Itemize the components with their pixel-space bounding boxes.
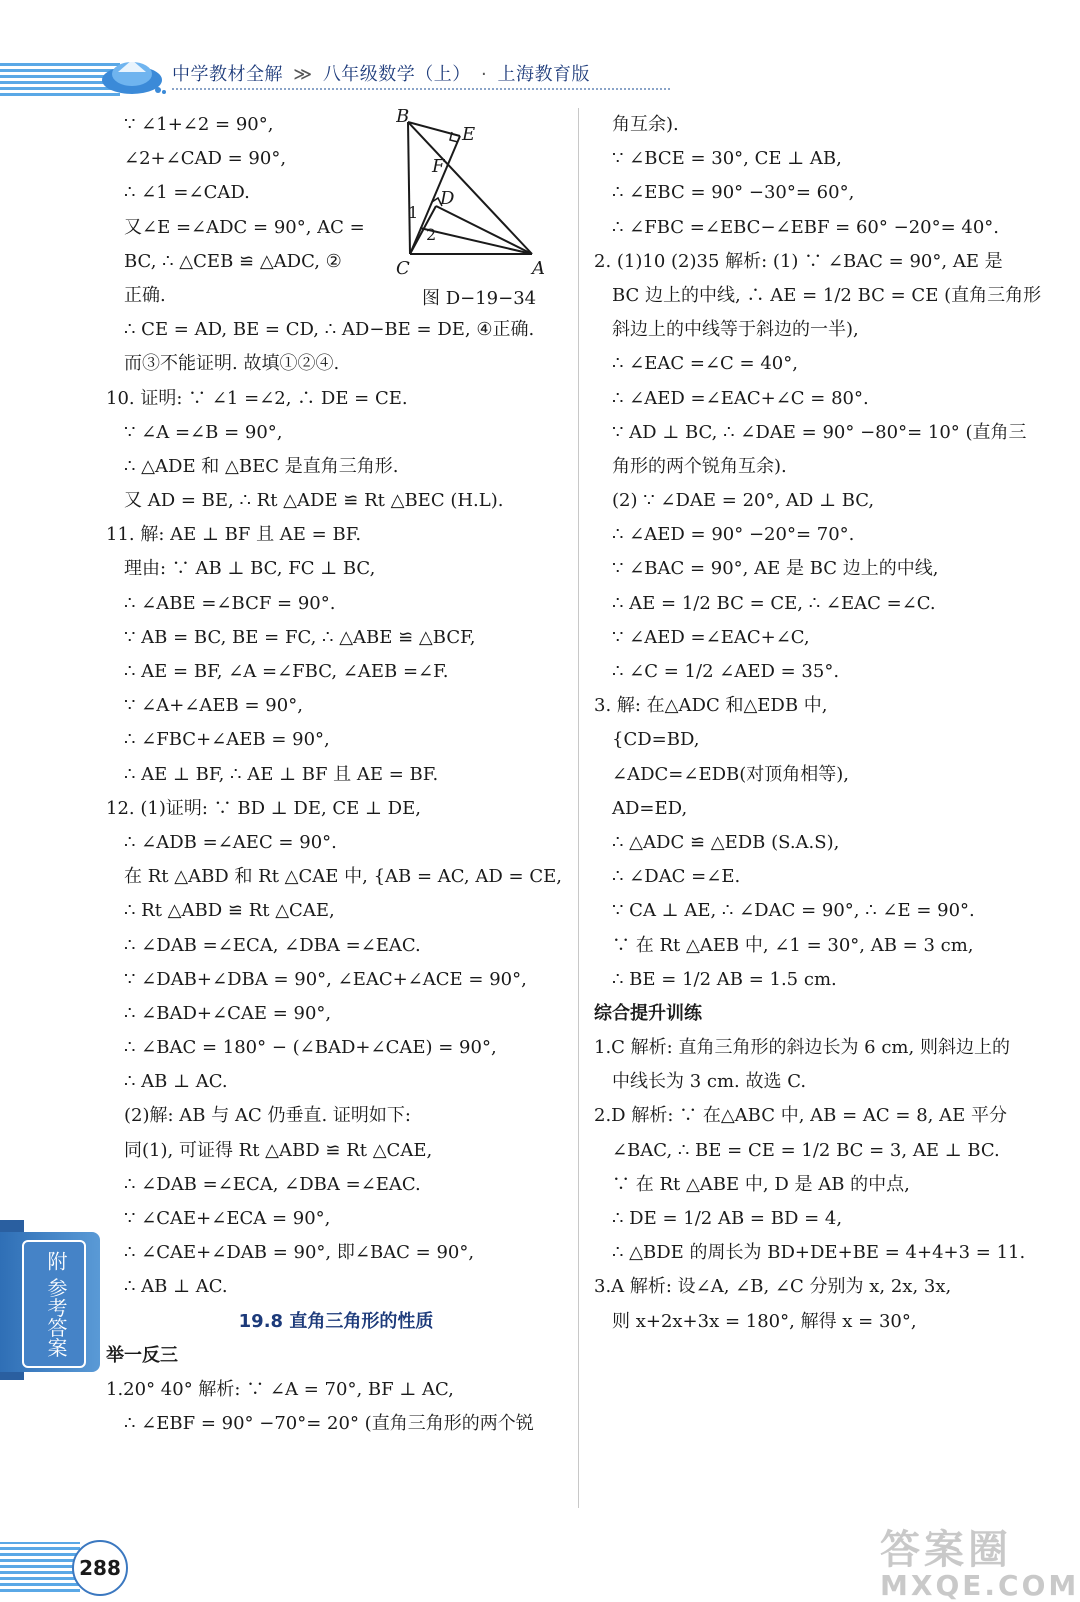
text-line: ∵ ∠A =∠B = 90°, xyxy=(124,421,283,443)
column-divider xyxy=(578,108,579,1508)
text-line: ∵ ∠DAB+∠DBA = 90°, ∠EAC+∠ACE = 90°, xyxy=(124,968,527,990)
text-line: 1.C 解析: 直角三角形的斜边长为 6 cm, 则斜边上的 xyxy=(594,1037,1010,1059)
text-line: 3.A 解析: 设∠A, ∠B, ∠C 分别为 x, 2x, 3x, xyxy=(594,1276,952,1298)
text-line: BC, ∴ △CEB ≌ △ADC, ② xyxy=(124,250,342,272)
text-line: ∴ ∠EBF = 90° −70°= 20° (直角三角形的两个锐 xyxy=(124,1413,534,1435)
right-column xyxy=(594,108,1054,1339)
watermark xyxy=(880,1518,1080,1602)
text-line: 则 x+2x+3x = 180°, 解得 x = 30°, xyxy=(612,1310,917,1332)
text-line: AD=ED, xyxy=(612,797,688,819)
text-line: ∵ ∠A+∠AEB = 90°, xyxy=(124,695,303,717)
book-title: 中学教材全解 xyxy=(172,64,283,85)
answer-2: 2. (1)10 (2)35 解析: (1) ∵ ∠BAC = 90°, AE 是 xyxy=(594,250,1003,272)
text-line: ∵ ∠CAE+∠ECA = 90°, xyxy=(124,1208,331,1229)
text-line: ∴ DE = 1/2 AB = BD = 4, xyxy=(612,1208,843,1229)
text-line: 又∠E =∠ADC = 90°, AC = xyxy=(124,216,365,238)
text-line: ∴ CE = AD, BE = CD, ∴ AD−BE = DE, ④正确. xyxy=(124,319,535,341)
text-line: ∵ 在 Rt △AEB 中, ∠1 = 30°, AB = 3 cm, xyxy=(612,934,974,956)
footer-stripes xyxy=(0,1542,80,1592)
text-line: 1.20° 40° 解析: ∵ ∠A = 70°, BF ⊥ AC, xyxy=(106,1378,454,1400)
left-column xyxy=(106,108,566,1441)
header-dotted-rule xyxy=(172,88,670,90)
subsection-title: 举一反三 xyxy=(106,1344,178,1366)
text-line: ∴ AE = 1/2 BC = CE, ∴ ∠EAC =∠C. xyxy=(612,592,936,614)
watermark-top: 答案圈 xyxy=(880,1527,1012,1573)
text-line: ∴ ∠BAD+∠CAE = 90°, xyxy=(124,1002,332,1024)
label-e: E xyxy=(462,124,476,145)
text-line: 正确. xyxy=(124,284,166,306)
text-line: ∴ ∠AED =∠EAC+∠C = 80°. xyxy=(612,387,869,409)
label-a: A xyxy=(532,258,545,279)
text-line: 理由: ∵ AB ⊥ BC, FC ⊥ BC, xyxy=(124,558,376,580)
appendix-tab xyxy=(0,1232,100,1372)
text-line: ∴ ∠BAC = 180° − (∠BAD+∠CAE) = 90°, xyxy=(124,1037,497,1059)
text-line: ∵ ∠AED =∠EAC+∠C, xyxy=(612,626,810,648)
text-line: ∴ ∠DAB =∠ECA, ∠DBA =∠EAC. xyxy=(124,934,421,956)
answer-11: 11. 解: AE ⊥ BF 且 AE = BF. xyxy=(106,524,362,546)
text-line: ∵ AB = BC, BE = FC, ∴ △ABE ≌ △BCF, xyxy=(124,626,476,648)
header-title xyxy=(172,60,590,86)
appendix-tab-label: 附 参考答案 xyxy=(22,1240,86,1368)
text-line: (2) ∵ ∠DAE = 20°, AD ⊥ BC, xyxy=(612,490,875,512)
header-dot: · xyxy=(481,64,488,85)
text-line: ∴ ∠ABE =∠BCF = 90°. xyxy=(124,592,336,614)
page-header xyxy=(0,0,1080,110)
text-line: 斜边上的中线等于斜边的一半), xyxy=(612,319,859,341)
figure-caption: 图 D−19−34 xyxy=(422,288,537,309)
text-line: ∴ △ADE 和 △BEC 是直角三角形. xyxy=(124,455,399,477)
text-line: ∵ ∠1+∠2 = 90°, xyxy=(124,114,274,135)
text-line: ∴ Rt △ABD ≌ Rt △CAE, xyxy=(124,900,335,922)
text-line: ∴ ∠CAE+∠DAB = 90°, 即∠BAC = 90°, xyxy=(124,1242,475,1264)
text-line: 2.D 解析: ∵ 在△ABC 中, AB = AC = 8, AE 平分 xyxy=(594,1105,1007,1127)
text-line: ∴ △ADC ≌ △EDB (S.A.S), xyxy=(612,831,840,853)
text-line: ∴ ∠C = 1/2 ∠AED = 35°. xyxy=(612,661,840,682)
text-line: ∴ BE = 1/2 AB = 1.5 cm. xyxy=(612,968,837,990)
label-d: D xyxy=(440,188,455,209)
label-c: C xyxy=(396,258,410,279)
text-line: BC 边上的中线, ∴ AE = 1/2 BC = CE (直角三角形 xyxy=(612,284,1042,306)
text-line: ∴ ∠1 =∠CAD. xyxy=(124,182,250,204)
text-line: 又 AD = BE, ∴ Rt △ADE ≌ Rt △BEC (H.L). xyxy=(124,490,504,512)
text-line: ∵ ∠BCE = 30°, CE ⊥ AB, xyxy=(612,148,842,170)
publisher-name: 上海教育版 xyxy=(497,64,591,85)
text-line: ∴ AE ⊥ BF, ∴ AE ⊥ BF 且 AE = BF. xyxy=(124,763,439,785)
text-line: ∵ AD ⊥ BC, ∴ ∠DAE = 90° −80°= 10° (直角三 xyxy=(612,421,1027,443)
answer-3: 3. 解: 在△ADC 和△EDB 中, xyxy=(594,695,828,717)
watermark-bottom: MXQE.COM xyxy=(880,1569,1080,1602)
text-line: ∴ ∠FBC =∠EBC−∠EBF = 60° −20°= 40°. xyxy=(612,216,1000,238)
text-line: ∴ AB ⊥ AC. xyxy=(124,1276,228,1298)
text-line: ∴ AB ⊥ AC. xyxy=(124,1071,228,1093)
text-line: ∵ CA ⊥ AE, ∴ ∠DAC = 90°, ∴ ∠E = 90°. xyxy=(612,900,975,922)
text-line: {CD=BD, xyxy=(612,729,700,751)
subsection-title: 综合提升训练 xyxy=(594,1002,702,1024)
text-line: (2)解: AB 与 AC 仍垂直. 证明如下: xyxy=(124,1105,411,1127)
subject-title: 八年级数学（上） xyxy=(322,64,471,85)
text-line: ∴ △BDE 的周长为 BD+DE+BE = 4+4+3 = 11. xyxy=(612,1242,1026,1264)
text-line: ∴ AE = BF, ∠A =∠FBC, ∠AEB =∠F. xyxy=(124,661,449,682)
label-f: F xyxy=(432,156,445,177)
text-line: ∴ ∠DAC =∠E. xyxy=(612,866,741,888)
label-1: 1 xyxy=(408,203,419,222)
text-line: 同(1), 可证得 Rt △ABD ≌ Rt △CAE, xyxy=(124,1139,433,1161)
text-line: 中线长为 3 cm. 故选 C. xyxy=(612,1071,807,1093)
text-line: ∴ ∠FBC+∠AEB = 90°, xyxy=(124,729,330,751)
text-line: ∴ ∠AED = 90° −20°= 70°. xyxy=(612,524,855,546)
text-line: ∵ 在 Rt △ABE 中, D 是 AB 的中点, xyxy=(612,1173,910,1195)
text-line: ∴ ∠EBC = 90° −30°= 60°, xyxy=(612,182,855,204)
page-number: 288 xyxy=(72,1540,128,1596)
text-line: ∵ ∠BAC = 90°, AE 是 BC 边上的中线, xyxy=(612,558,939,580)
text-line: ∠2+∠CAD = 90°, xyxy=(124,148,287,170)
label-2: 2 xyxy=(426,225,437,244)
text-line: ∴ ∠ADB =∠AEC = 90°. xyxy=(124,831,337,853)
book-logo-icon xyxy=(96,52,168,98)
header-separator: ≫ xyxy=(293,64,313,85)
text-line: 而③不能证明. 故填①②④. xyxy=(124,353,340,375)
label-b: B xyxy=(396,106,410,127)
text-line: ∠BAC, ∴ BE = CE = 1/2 BC = 3, AE ⊥ BC. xyxy=(612,1139,1000,1161)
text-line: 角互余). xyxy=(612,114,679,135)
text-line: 角形的两个锐角互余). xyxy=(612,455,787,477)
section-title: 19.8 直角三角形的性质 xyxy=(238,1310,434,1332)
answer-10: 10. 证明: ∵ ∠1 =∠2, ∴ DE = CE. xyxy=(106,387,408,409)
answer-12: 12. (1)证明: ∵ BD ⊥ DE, CE ⊥ DE, xyxy=(106,797,421,819)
text-line: ∴ ∠EAC =∠C = 40°, xyxy=(612,353,798,375)
text-line: ∠ADC=∠EDB(对顶角相等), xyxy=(612,763,850,785)
text-line: ∴ ∠DAB =∠ECA, ∠DBA =∠EAC. xyxy=(124,1173,421,1195)
text-line: 在 Rt △ABD 和 Rt △CAE 中, {AB = AC, AD = CE, xyxy=(124,866,562,888)
